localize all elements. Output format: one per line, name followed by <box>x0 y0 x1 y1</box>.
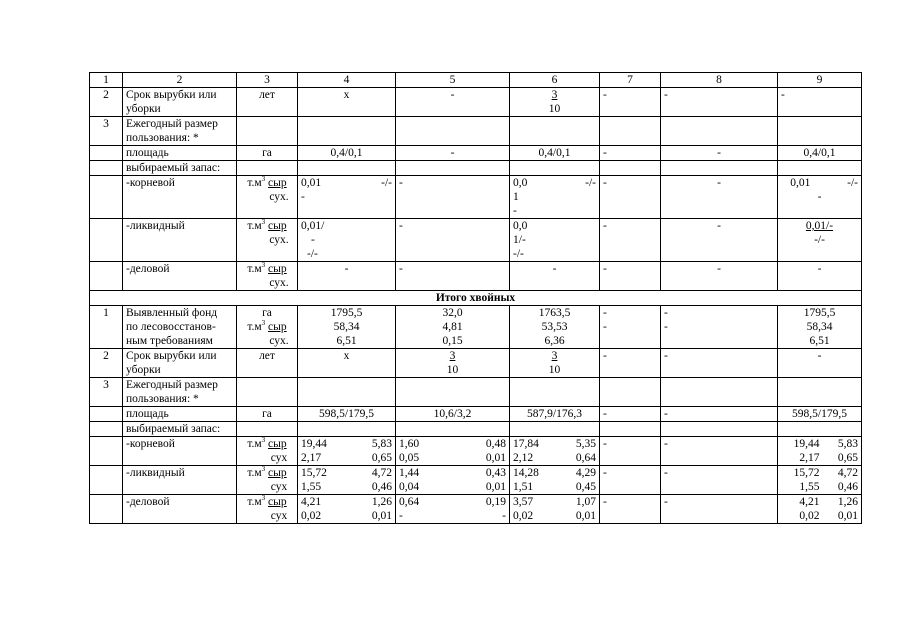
value-cell: 4,21 1,26 0,02 0,01 <box>778 495 862 524</box>
value-cell: х <box>298 88 396 117</box>
row-name: -корневой <box>123 176 237 219</box>
row-name: -деловой <box>123 495 237 524</box>
table-row <box>90 117 862 146</box>
value-cell: - <box>396 146 510 161</box>
table-row <box>90 437 862 466</box>
value-cell: 0,01 -/- - <box>778 176 862 219</box>
table-row <box>90 407 862 422</box>
table-row <box>90 88 862 117</box>
value-cell: 4,21 1,26 0,02 0,01 <box>298 495 396 524</box>
row-name: Ежегодный размер пользования: * <box>123 117 237 146</box>
value-cell: 598,5/179,5 <box>778 407 862 422</box>
value-cell: 598,5/179,5 <box>298 407 396 422</box>
header-row <box>90 73 862 88</box>
row-name: Ежегодный размер пользования: * <box>123 378 237 407</box>
row-number: 3 <box>90 117 123 146</box>
value-cell: - <box>600 219 661 262</box>
value-cell: 3,57 1,07 0,02 0,01 <box>510 495 600 524</box>
value-cell: 10,6/3,2 <box>396 407 510 422</box>
value-cell: - <box>661 407 778 422</box>
value-cell: 3 10 <box>510 349 600 378</box>
value-cell: 0,4/0,1 <box>778 146 862 161</box>
section-row <box>90 291 862 306</box>
col-header: 4 <box>298 73 396 88</box>
value-cell: 1795,5 58,34 6,51 <box>778 306 862 349</box>
value-cell: х <box>298 349 396 378</box>
value-cell: 15,72 4,72 1,55 0,46 <box>778 466 862 495</box>
row-number: 1 <box>90 306 123 349</box>
unit-cell: га $т.м^3$ сыр сух. <box>237 306 298 349</box>
value-cell: - <box>600 466 661 495</box>
table-row <box>90 146 862 161</box>
col-header: 9 <box>778 73 862 88</box>
value-cell: 0,01/- -/- <box>778 219 862 262</box>
unit-cell: $т.м^3$ сыр сух. <box>237 176 298 219</box>
table-row <box>90 262 862 291</box>
value-cell: - <box>661 88 778 117</box>
value-cell: 1,60 0,48 0,05 0,01 <box>396 437 510 466</box>
value-cell: 0,64 0,19 - - <box>396 495 510 524</box>
value-cell: 1763,5 53,53 6,36 <box>510 306 600 349</box>
forest-resource-table <box>89 72 862 524</box>
value-cell: - <box>600 262 661 291</box>
col-header: 1 <box>90 73 123 88</box>
value-cell: - <box>396 262 510 291</box>
row-name: -ликвидный <box>123 219 237 262</box>
value-cell: - <box>600 146 661 161</box>
table-row <box>90 306 862 349</box>
table-row <box>90 176 862 219</box>
value-cell: - <box>600 495 661 524</box>
unit-cell: $т.м^3$ сыр сух <box>237 466 298 495</box>
value-cell: - <box>661 495 778 524</box>
row-name: площадь <box>123 407 237 422</box>
col-header: 7 <box>600 73 661 88</box>
unit-cell: га <box>237 407 298 422</box>
value-cell: - <box>661 262 778 291</box>
unit-cell: лет <box>237 349 298 378</box>
value-cell: - <box>600 437 661 466</box>
value-cell: 1795,5 58,34 6,51 <box>298 306 396 349</box>
value-cell: - - <box>600 306 661 349</box>
value-cell: - <box>600 88 661 117</box>
value-cell: - <box>661 437 778 466</box>
value-cell: 3 10 <box>510 88 600 117</box>
value-cell: - <box>661 466 778 495</box>
row-number: 2 <box>90 349 123 378</box>
value-cell: - - <box>661 306 778 349</box>
value-cell: - <box>396 88 510 117</box>
row-number: 3 <box>90 378 123 407</box>
col-header: 2 <box>123 73 237 88</box>
table-row <box>90 466 862 495</box>
col-header: 5 <box>396 73 510 88</box>
unit-cell: $т.м^3$ сыр сух <box>237 495 298 524</box>
unit-cell: $т.м^3$ сыр сух. <box>237 262 298 291</box>
row-name: выбираемый запас: <box>123 161 237 176</box>
value-cell: - <box>600 349 661 378</box>
value-cell: - <box>600 407 661 422</box>
row-name: -корневой <box>123 437 237 466</box>
table-row <box>90 349 862 378</box>
row-name: -ликвидный <box>123 466 237 495</box>
value-cell: - <box>510 262 600 291</box>
table-row <box>90 378 862 407</box>
value-cell: 17,84 5,35 2,12 0,64 <box>510 437 600 466</box>
table-row <box>90 219 862 262</box>
value-cell: - <box>600 176 661 219</box>
value-cell: 19,44 5,83 2,17 0,65 <box>298 437 396 466</box>
value-cell: 3 10 <box>396 349 510 378</box>
row-name: Срок вырубки или уборки <box>123 349 237 378</box>
row-name: площадь <box>123 146 237 161</box>
col-header: 8 <box>661 73 778 88</box>
value-cell: 0,4/0,1 <box>298 146 396 161</box>
value-cell: 587,9/176,3 <box>510 407 600 422</box>
col-header: 6 <box>510 73 600 88</box>
value-cell: 0,0 -/- 1 - <box>510 176 600 219</box>
row-name: Срок вырубки или уборки <box>123 88 237 117</box>
section-title: Итого хвойных <box>90 291 862 306</box>
col-header: 3 <box>237 73 298 88</box>
value-cell: - <box>298 262 396 291</box>
value-cell: - <box>661 349 778 378</box>
unit-cell: $т.м^3$ сыр сух. <box>237 219 298 262</box>
value-cell: 0,01 -/- - <box>298 176 396 219</box>
unit-cell: $т.м^3$ сыр сух <box>237 437 298 466</box>
value-cell: 32,0 4,81 0,15 <box>396 306 510 349</box>
row-name: выбираемый запас: <box>123 422 237 437</box>
table-row <box>90 161 862 176</box>
value-cell: 14,28 4,29 1,51 0,45 <box>510 466 600 495</box>
table-row <box>90 422 862 437</box>
value-cell: 19,44 5,83 2,17 0,65 <box>778 437 862 466</box>
value-cell: - <box>396 176 510 219</box>
row-number: 2 <box>90 88 123 117</box>
value-cell: 15,72 4,72 1,55 0,46 <box>298 466 396 495</box>
value-cell: 0,4/0,1 <box>510 146 600 161</box>
value-cell: - <box>661 146 778 161</box>
value-cell: - <box>661 176 778 219</box>
unit-cell: га <box>237 146 298 161</box>
value-cell: 1,44 0,43 0,04 0,01 <box>396 466 510 495</box>
value-cell: 0,0 1/- -/- <box>510 219 600 262</box>
value-cell: - <box>396 219 510 262</box>
unit-cell: лет <box>237 88 298 117</box>
value-cell: - <box>778 262 862 291</box>
table-row <box>90 495 862 524</box>
row-name: -деловой <box>123 262 237 291</box>
value-cell: - <box>778 88 862 117</box>
row-name: Выявленный фонд по лесовосстанов- ным требованиям <box>123 306 237 349</box>
value-cell: 0,01/ - -/- <box>298 219 396 262</box>
value-cell: - <box>778 349 862 378</box>
value-cell: - <box>661 219 778 262</box>
